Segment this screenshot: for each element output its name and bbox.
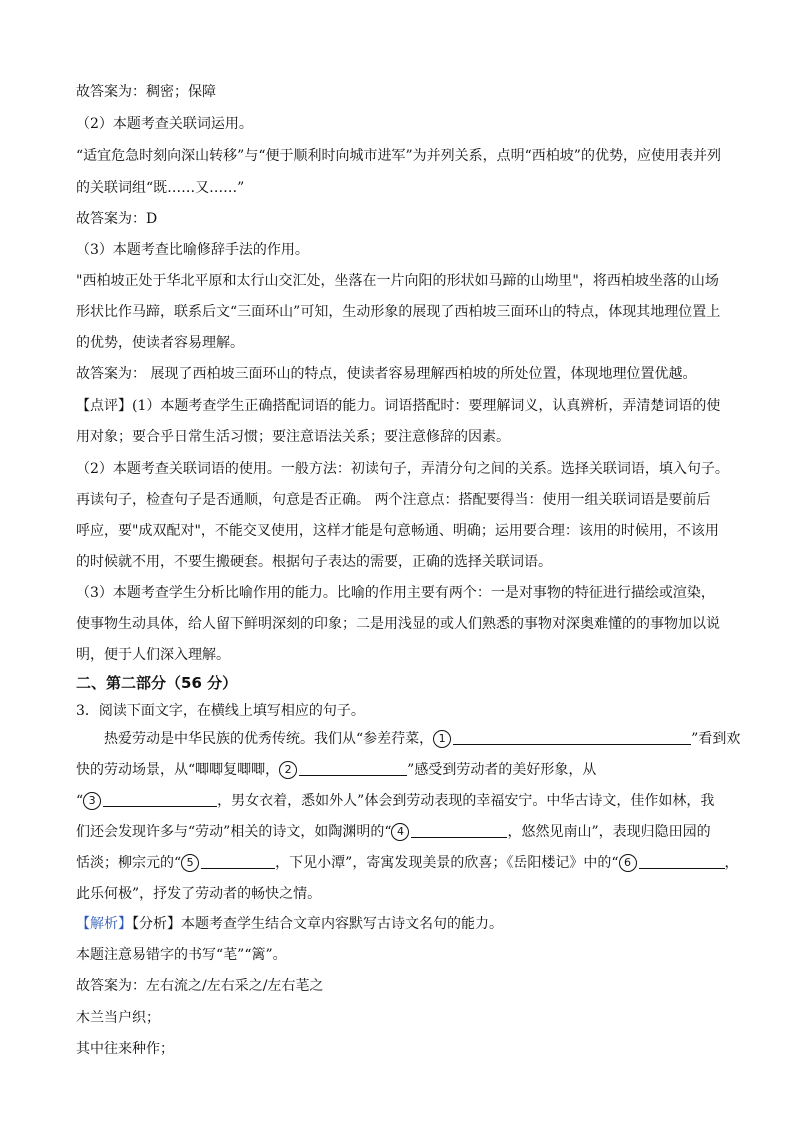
answer-line: 故答案为：D (76, 211, 158, 227)
explanation-line: 的关联词组“既……又……” (76, 180, 245, 196)
fill-blank-4[interactable] (411, 823, 507, 838)
comment-line: （2）本题考查关联词语的使用。一般方法：初读句子，弄清分句之间的关系。选择关联词语，填入句子。 (76, 461, 729, 477)
fill-blank-3[interactable] (103, 792, 217, 807)
blank-number-1: 1 (433, 730, 451, 748)
blank-number-5: 5 (181, 854, 199, 872)
subquestion-2-heading: （2）本题考查关联词运用。 (76, 116, 253, 132)
passage-line: 热爱劳动是中华民族的优秀传统。我们从“参差荇菜， 1 ”看到欢 (104, 731, 741, 747)
fill-blank-2[interactable] (299, 761, 407, 776)
explanation-line: “适宜危急时刻向深山转移”与“便于顺利时向城市进军”为并列关系，点明“西柏坡”的优势，应使用表并列 (76, 148, 721, 164)
explanation-line: 形状比作马蹄，联系后文“三面环山”可知，生动形象的展现了西柏坡三面环山的特点，体现其地理位置上 (76, 304, 721, 320)
comment-line: 明，便于人们深入理解。 (76, 647, 230, 663)
comment-line: 用对象；要合乎日常生活习惯；要注意语法关系；要注意修辞的因素。 (76, 429, 510, 445)
section-heading: 二、第二部分（56 分） (76, 674, 238, 692)
passage-line: “ 3 ，男女衣着，悉如外人”体会到劳动表现的幸福安宁。中华古诗文，佳作如林，我 (76, 793, 715, 809)
fill-blank-6[interactable] (639, 854, 725, 869)
blank-number-4: 4 (391, 823, 409, 841)
answer-line: 其中往来种作； (76, 1041, 174, 1057)
comment-line: 再读句子，检查句子是否通顺，句意是否正确。 两个注意点：搭配要得当：使用一组关联词语是要前后 (76, 492, 711, 508)
comment-line: 的时候就不用，不要生搬硬套。根据句子表达的需要，正确的选择关联词语。 (76, 554, 552, 570)
blank-number-6: 6 (619, 854, 637, 872)
answer-line: 故答案为： 展现了西柏坡三面环山的特点，使读者容易理解西柏坡的所处位置，体现地理位置优越。 (76, 366, 697, 382)
fill-blank-5[interactable] (201, 854, 275, 869)
passage-line: 快的劳动场景，从“唧唧复唧唧， 2 ”感受到劳动者的美好形象，从 (76, 762, 597, 778)
blank-number-3: 3 (83, 792, 101, 810)
explanation-line: 的优势，使读者容易理解。 (76, 335, 244, 351)
answer-line: 故答案为：稠密；保障 (76, 84, 216, 100)
passage-line: 此乐何极”，抒发了劳动者的畅快之情。 (76, 886, 322, 902)
comment-line: 使事物生动具体，给人留下鲜明深刻的印象；二是用浅显的或人们熟悉的事物对深奥难懂的的事物加以说 (76, 616, 720, 632)
analysis-tag: 【解析】 (76, 916, 132, 932)
analysis-heading: 【解析】【分析】本题考查学生结合文章内容默写古诗文名句的能力。 (76, 916, 503, 932)
passage-line: 们还会发现许多与“劳动”相关的诗文，如陶渊明的“ 4 ，悠然见南山”，表现归隐田园的 (76, 824, 711, 840)
comment-line: 【点评】(1）本题考查学生正确搭配词语的能力。词语搭配时：要理解词义，认真辨析，弄清楚词语的使 (76, 398, 721, 414)
analysis-subtag: 【分析】 (132, 916, 181, 932)
fill-blank-1[interactable] (453, 730, 691, 745)
question-stem: 3．阅读下面文字，在横线上填写相应的句子。 (76, 703, 365, 719)
analysis-line: 本题注意易错字的书写“芼”“篱”。 (76, 947, 287, 963)
explanation-line: "西柏坡正处于华北平原和太行山交汇处，坐落在一片向阳的形状如马蹄的山坳里"，将西柏坡坐落的山场 (76, 273, 719, 289)
comment-line: 呼应，要"成双配对"，不能交叉使用，这样才能是句意畅通、明确；运用要合理：该用的时候用，不该用 (76, 523, 719, 539)
blank-number-2: 2 (279, 761, 297, 779)
answer-line: 故答案为：左右流之/左右采之/左右芼之 (76, 978, 324, 994)
passage-line: 恬淡；柳宗元的“ 5 ，下见小潭”，寄寓发现美景的欣喜；《岳阳楼记》中的“ 6 ， (76, 855, 739, 871)
answer-line: 木兰当户织； (76, 1010, 160, 1026)
comment-line: （3）本题考查学生分析比喻作用的能力。比喻的作用主要有两个：一是对事物的特征进行描绘或渲染， (76, 585, 715, 601)
subquestion-3-heading: （3）本题考查比喻修辞手法的作用。 (76, 242, 309, 258)
